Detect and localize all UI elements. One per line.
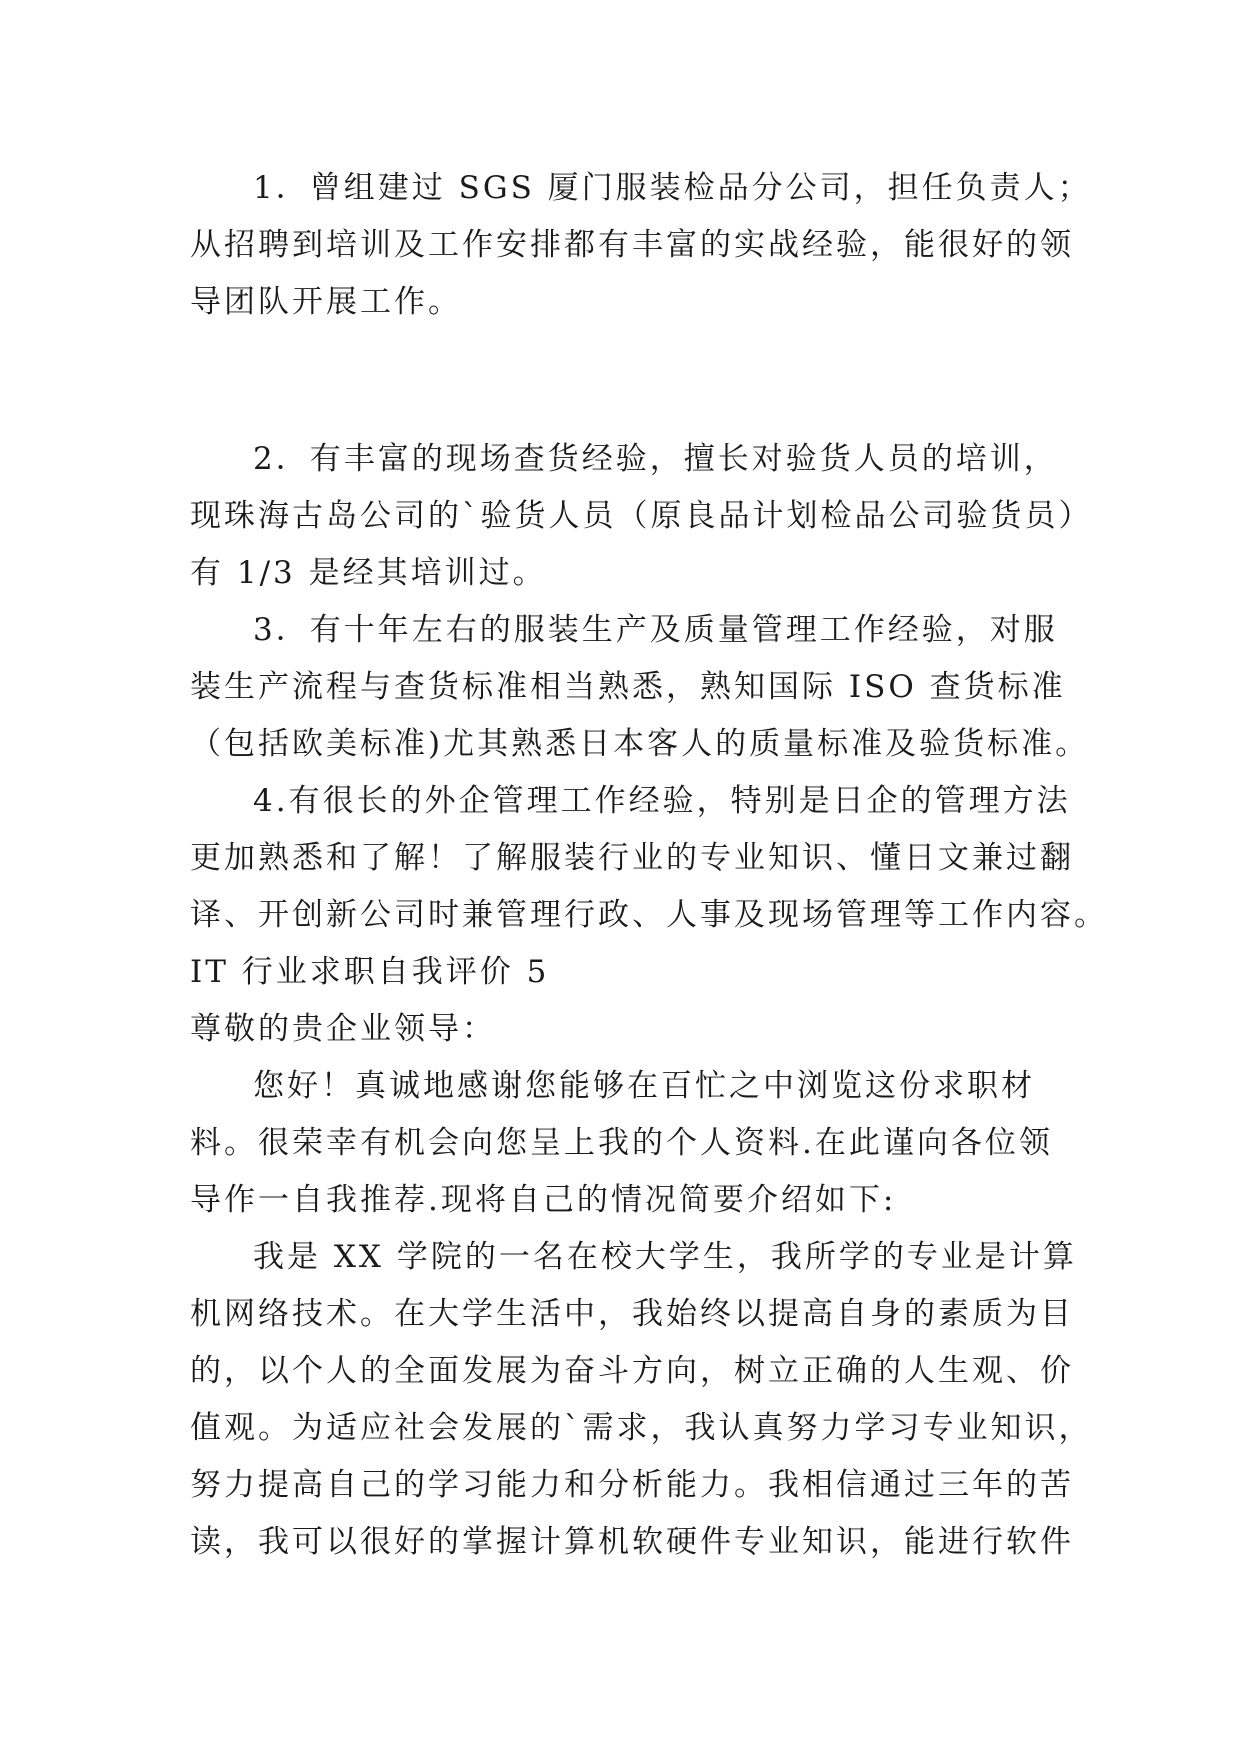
text-line: 有 1/3 是经其培训过。 [190, 555, 547, 591]
text-line: 我是 XX 学院的一名在校大学生，我所学的专业是计算 [253, 1239, 1077, 1275]
text-line: 装生产流程与查货标准相当熟悉，熟知国际 ISO 查货标准 [190, 669, 1066, 705]
letter-paragraph-2 [190, 1229, 1093, 1571]
text-line: 从招聘到培训及工作安排都有丰富的实战经验，能很好的领 [190, 227, 1074, 263]
text-line: 导团队开展工作。 [190, 284, 462, 320]
salutation: 尊敬的贵企业领导： [190, 1011, 496, 1047]
text-line: 更加熟悉和了解！了解服装行业的专业知识、懂日文兼过翻 [190, 840, 1074, 876]
text-line: 译、开创新公司时兼管理行政、人事及现场管理等工作内容。 [190, 897, 1108, 933]
text-line: 导作一自我推荐.现将自己的情况简要介绍如下: [190, 1182, 897, 1218]
text-line: 2．有丰富的现场查货经验，擅长对验货人员的培训， [253, 441, 1058, 477]
text-line: 读，我可以很好的掌握计算机软硬件专业知识，能进行软件 [190, 1524, 1074, 1560]
letter-paragraph-1 [190, 1058, 1070, 1229]
paragraph-gap [190, 331, 1070, 431]
text-line: 料。很荣幸有机会向您呈上我的个人资料.在此谨向各位领 [190, 1125, 1053, 1161]
text-line: 值观。为适应社会发展的`需求，我认真努力学习专业知识， [190, 1410, 1093, 1446]
text-line: 的，以个人的全面发展为奋斗方向，树立正确的人生观、价 [190, 1353, 1074, 1389]
text-line: 现珠海古岛公司的`验货人员（原良品计划检品公司验货员） [190, 498, 1093, 534]
document-body [190, 160, 1108, 1571]
paragraph-4 [190, 773, 1108, 944]
section-title: IT 行业求职自我评价 5 [190, 954, 550, 990]
paragraph-2 [190, 431, 1093, 602]
text-line: 3．有十年左右的服装生产及质量管理工作经验，对服 [253, 612, 1058, 648]
paragraph-3 [190, 602, 1090, 773]
paragraph-1 [190, 160, 1092, 331]
text-line: 4.有很长的外企管理工作经验，特别是日企的管理方法 [253, 783, 1071, 819]
text-line: 您好！真诚地感谢您能够在百忙之中浏览这份求职材 [253, 1068, 1035, 1104]
text-line: （包括欧美标准)尤其熟悉日本客人的质量标准及验货标准。 [190, 726, 1090, 762]
text-line: 1．曾组建过 SGS 厦门服装检品分公司，担任负责人； [253, 170, 1092, 206]
text-line: 机网络技术。在大学生活中，我始终以提高自身的素质为目 [190, 1296, 1074, 1332]
text-line: 努力提高自己的学习能力和分析能力。我相信通过三年的苦 [190, 1467, 1074, 1503]
